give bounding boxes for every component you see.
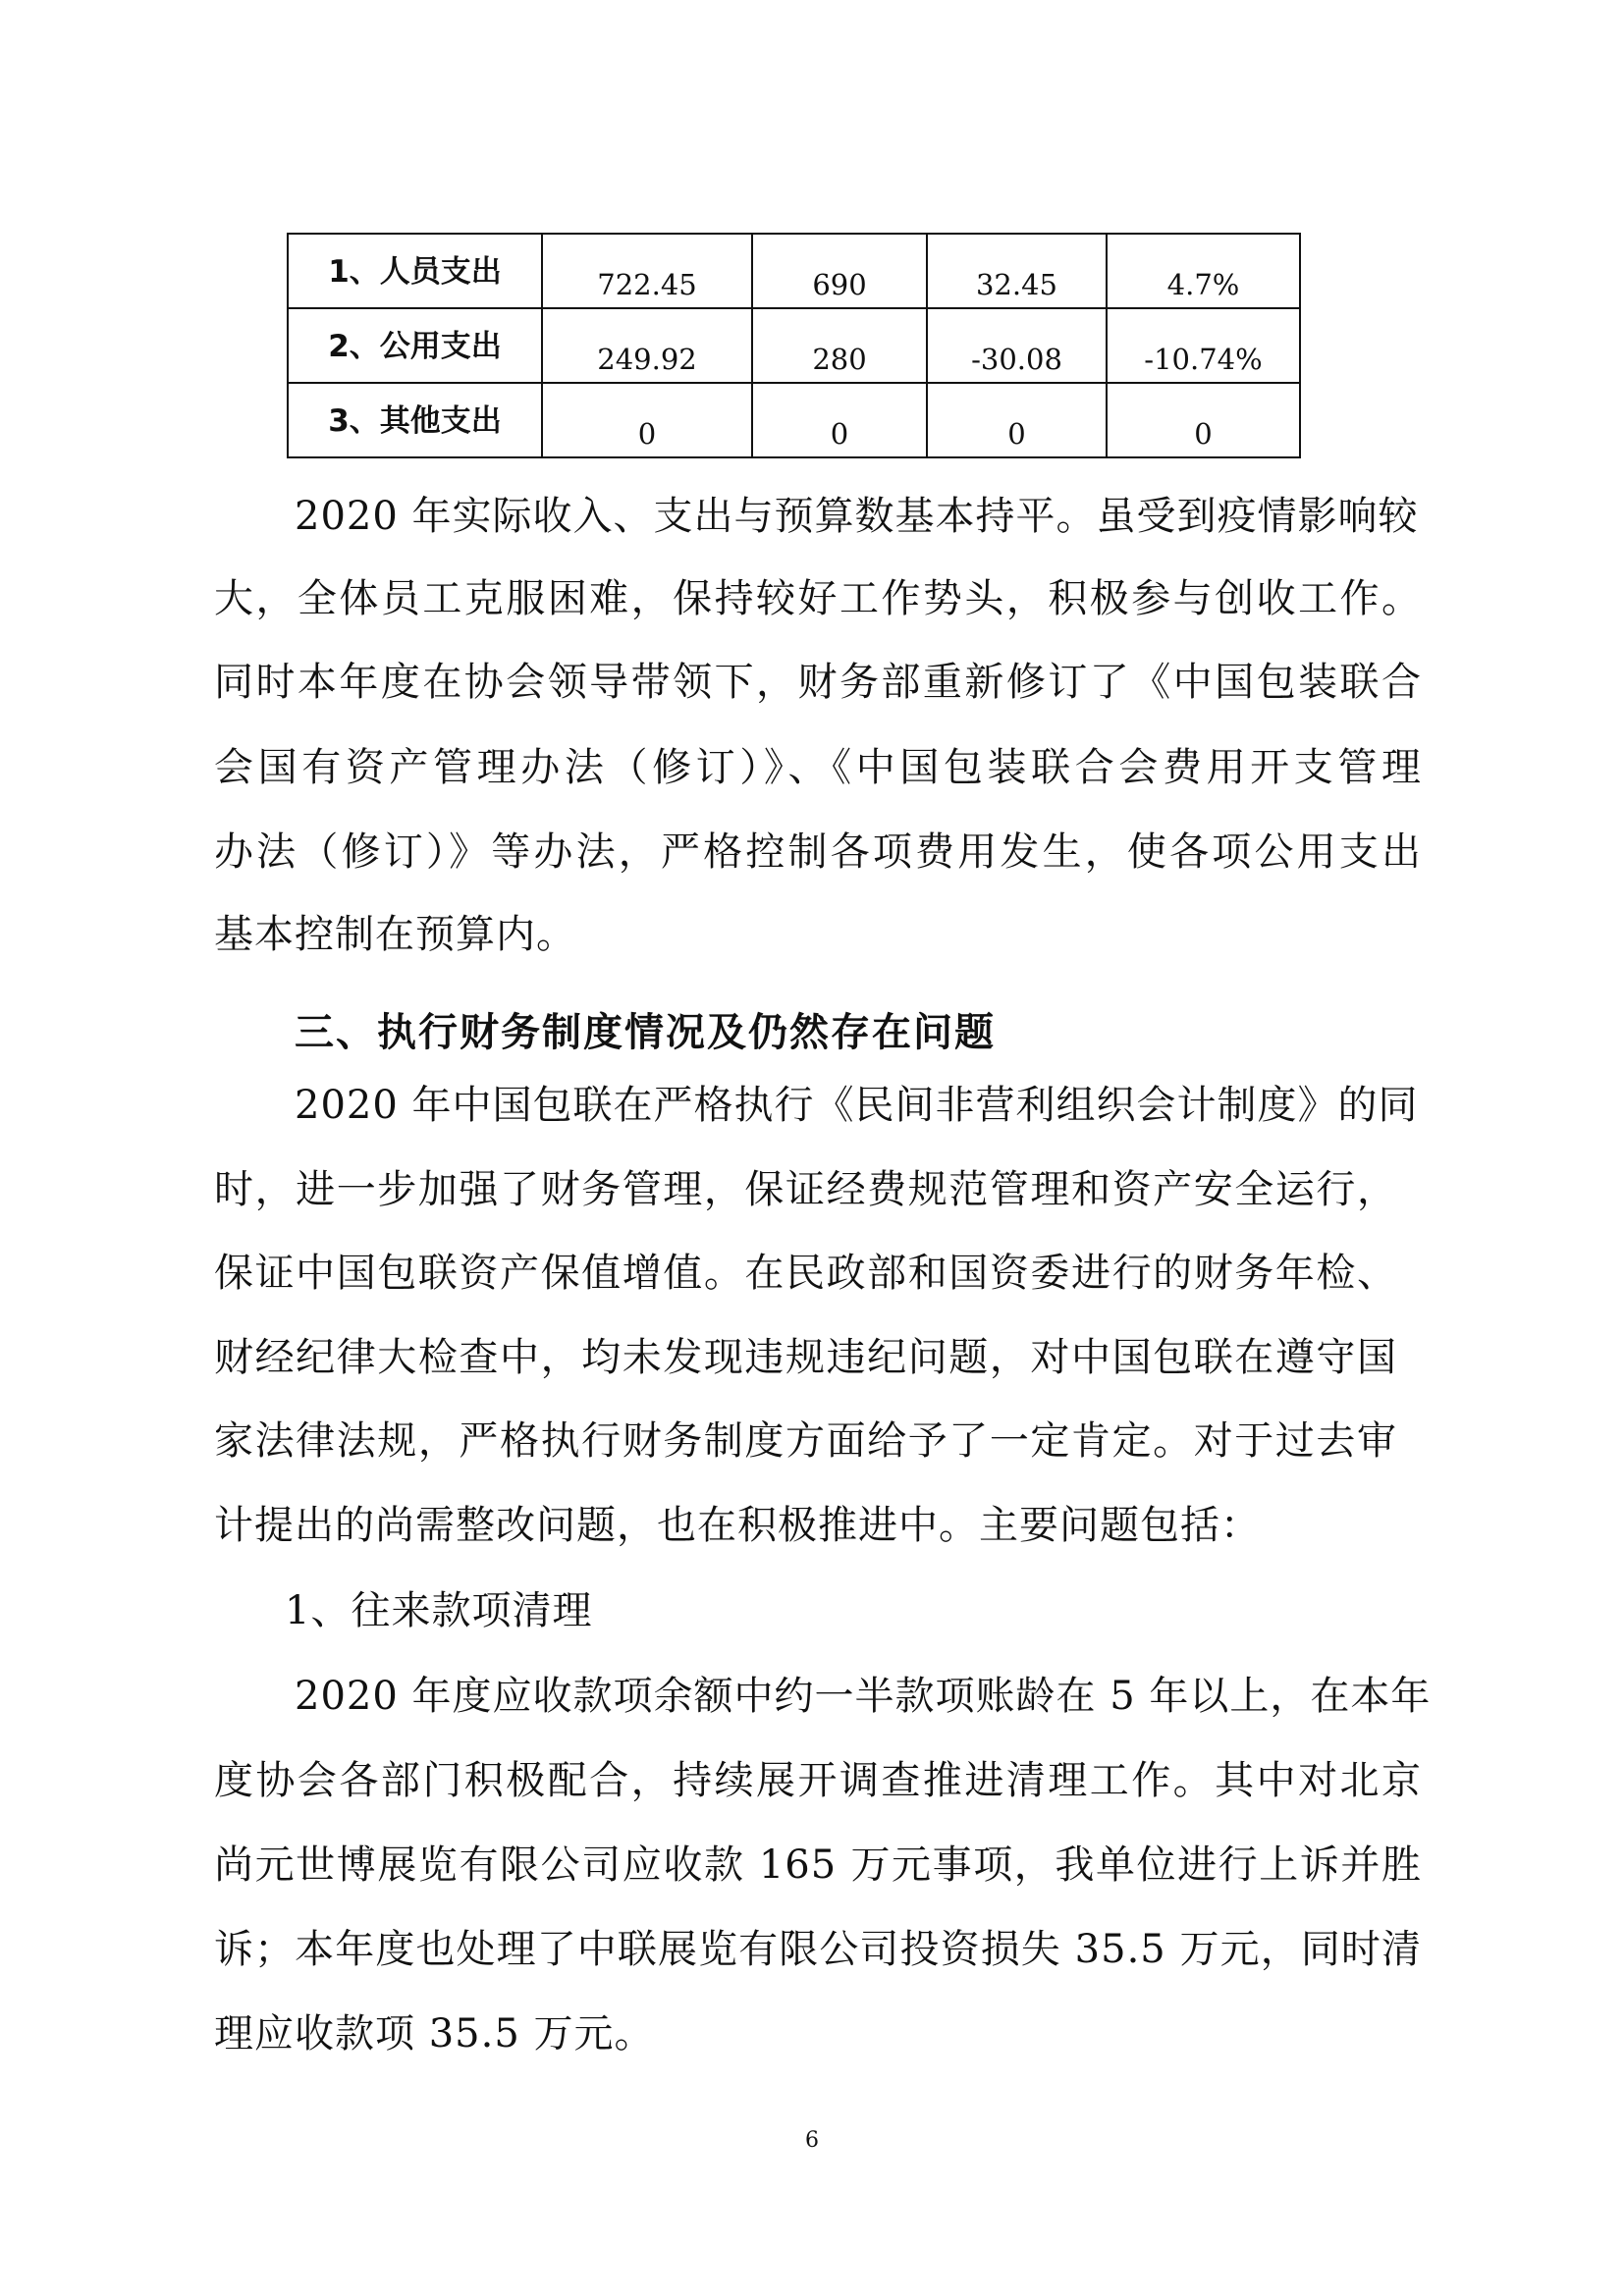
table-cell: -30.08 [927,308,1107,383]
row-label: 2、公用支出 [288,308,542,383]
table-cell: 690 [752,234,927,308]
paragraph-line: 保证中国包联资产保值增值。在民政部和国资委进行的财务年检、 [214,1251,1397,1296]
table-row [288,308,1300,383]
paragraph-line: 2020 年度应收款项余额中约一半款项账龄在 5 年以上，在本年 [295,1674,1432,1719]
table-cell: 0 [542,383,752,457]
table-cell: 0 [927,383,1107,457]
paragraph-line: 办法（修订）》等办法，严格控制各项费用发生，使各项公用支出 [214,829,1422,875]
paragraph-line: 同时本年度在协会领导带领下，财务部重新修订了《中国包装联合 [214,660,1422,705]
table-cell: 32.45 [927,234,1107,308]
row-label: 1、人员支出 [288,234,542,308]
paragraph-line: 理应收款项 35.5 万元。 [214,2011,655,2056]
paragraph-line: 大，全体员工克服困难，保持较好工作势头，积极参与创收工作。 [214,576,1422,621]
paragraph-line: 诉；本年度也处理了中联展览有限公司投资损失 35.5 万元，同时清 [214,1927,1422,1972]
table-cell: -10.74% [1107,308,1300,383]
paragraph-line: 2020 年中国包联在严格执行《民间非营利组织会计制度》的同 [295,1083,1419,1128]
section-heading: 三、执行财务制度情况及仍然存在问题 [295,1010,996,1055]
paragraph-line: 基本控制在预算内。 [214,912,576,957]
table-row [288,234,1300,308]
table-cell: 249.92 [542,308,752,383]
paragraph-line: 度协会各部门积极配合，持续展开调查推进清理工作。其中对北京 [214,1758,1422,1803]
subheading: 1、往来款项清理 [285,1588,593,1633]
paragraph-line: 时，进一步加强了财务管理，保证经费规范管理和资产安全运行， [214,1167,1397,1212]
table-cell: 280 [752,308,927,383]
table-cell: 4.7% [1107,234,1300,308]
table-cell: 0 [1107,383,1300,457]
table-row [288,383,1300,457]
paragraph-line: 尚元世博展览有限公司应收款 165 万元事项，我单位进行上诉并胜 [214,1842,1422,1888]
table-cell: 0 [752,383,927,457]
paragraph-line: 财经纪律大检查中，均未发现违规违纪问题，对中国包联在遵守国 [214,1335,1397,1380]
row-label: 3、其他支出 [288,383,542,457]
expense-table [287,233,1301,458]
paragraph-line: 家法律法规，严格执行财务制度方面给予了一定肯定。对于过去审 [214,1418,1397,1464]
paragraph-line: 会国有资产管理办法（修订）》、《中国包装联合会费用开支管理 [214,745,1422,790]
table-cell: 722.45 [542,234,752,308]
paragraph-line: 计提出的尚需整改问题，也在积极推进中。主要问题包括： [214,1503,1261,1548]
page-number: 6 [805,2128,819,2153]
paragraph-line: 2020 年实际收入、支出与预算数基本持平。虽受到疫情影响较 [295,494,1419,539]
